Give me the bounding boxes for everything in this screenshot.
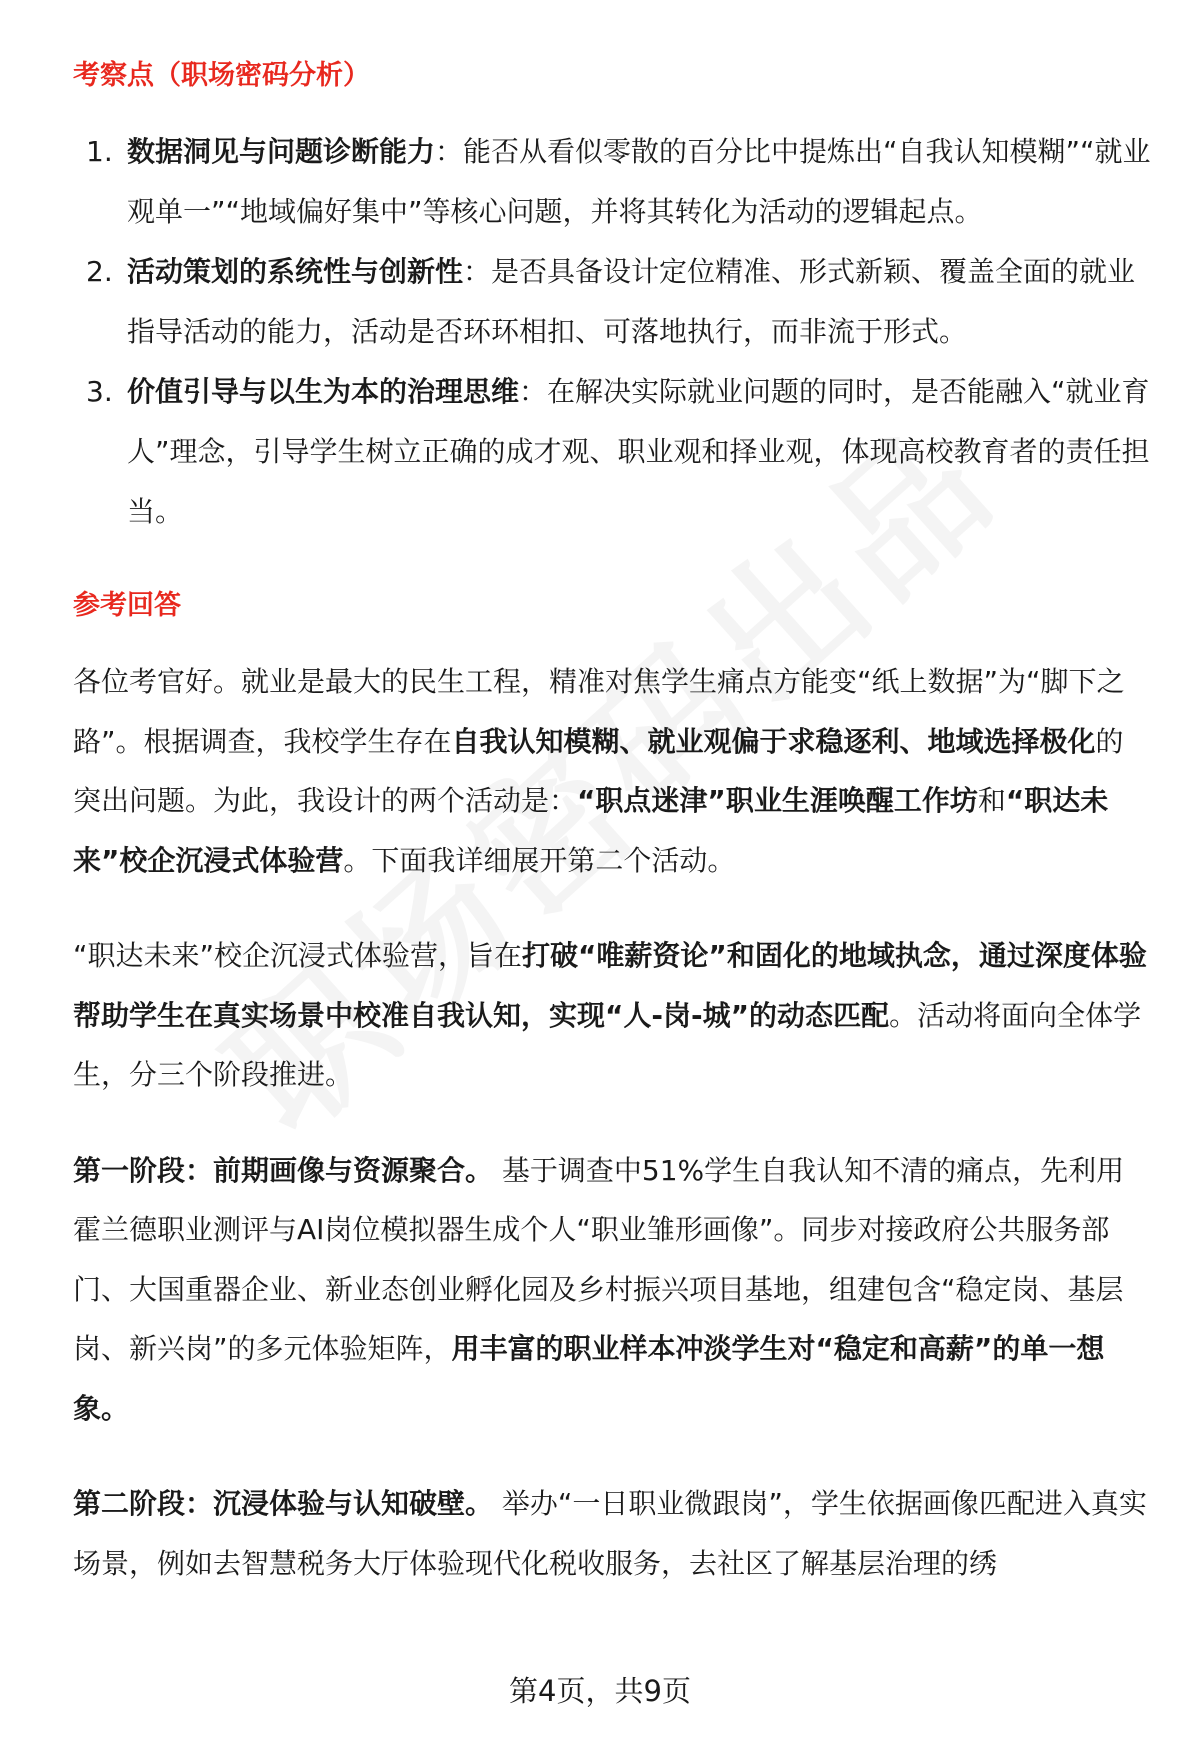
- point-heading: 活动策划的系统性与创新性: [127, 255, 464, 288]
- bold-run: 用丰富的职业样本冲淡学生对“稳定和高薪”的单一想象: [73, 1332, 1105, 1425]
- list-item: [73, 242, 1151, 362]
- text-run: 。下面我详细展开第二个活动。: [343, 843, 736, 877]
- section-title-exam-points: 考察点（职场密码分析）: [73, 60, 370, 91]
- list-number: 2.: [86, 255, 113, 288]
- list-number: 3.: [86, 375, 113, 408]
- paragraph-gap: [73, 1438, 1151, 1474]
- paragraph-stage-two: [73, 1474, 1151, 1593]
- bold-run: 。: [101, 1391, 130, 1425]
- point-text: ：能否从看似零散的百分比中提炼出“自我认知模糊”“就业观单一”“地域偏好集中”等核心问题，并将其转化为活动的逻辑起点。: [127, 135, 1151, 228]
- text-run: 和: [977, 784, 1006, 817]
- list-item: [73, 122, 1151, 242]
- bold-run: 打破“唯薪资论”和固化的地域执念，通过深度体验帮助学生在真实场景中校准自我认知，实现“人-岗-城”的动态匹配: [73, 939, 1147, 1032]
- paragraph-intro: [73, 652, 1151, 890]
- paragraph-camp-overview: [73, 926, 1151, 1105]
- section-title-reference-answer: 参考回答: [73, 590, 181, 621]
- bold-run: 自我认知模糊、就业观偏于求稳逐利、地域选择极化: [451, 724, 1096, 758]
- exam-points-list: [73, 122, 1151, 542]
- stage-heading: 第二阶段：沉浸体验与认知破壁。: [73, 1487, 494, 1520]
- point-text: ：是否具备设计定位精准、形式新颖、覆盖全面的就业指导活动的能力，活动是否环环相扣、可落地执行，而非流于形式。: [127, 255, 1136, 348]
- text-run: 的突出问题。为此，我设计的两个活动是：: [73, 724, 1124, 817]
- text-run: 。活动将面向全体学生，分三个阶段推进。: [73, 998, 1142, 1091]
- bold-run: “职达未来”校企沉浸式体验营: [73, 784, 1109, 877]
- point-heading: 数据洞见与问题诊断能力: [127, 135, 436, 168]
- list-number: 1.: [86, 135, 113, 168]
- point-heading: 价值引导与以生为本的治理思维: [127, 375, 520, 408]
- stage-heading: 第一阶段：前期画像与资源聚合。: [73, 1153, 494, 1187]
- paragraph-stage-one: [73, 1141, 1151, 1439]
- paragraph-gap: [73, 1105, 1151, 1141]
- point-text: ：在解决实际就业问题的同时，是否能融入“就业育人”理念，引导学生树立正确的成才观、职业观和择业观，体现高校教育者的责任担当。: [127, 375, 1150, 528]
- list-item: [73, 362, 1151, 542]
- page-number-footer: 第4页，共9页: [509, 1674, 691, 1708]
- page-content: [73, 56, 1151, 1593]
- paragraph-gap: [73, 890, 1151, 926]
- text-run: 基于调查中51%学生自我认知不清的痛点，先利用霍兰德职业测评与AI岗位模拟器生成个人“职业雏形画像”。同步对接政府公共服务部门、大国重器企业、新业态创业孵化园及乡村振兴项目基地，组建包含“稳定岗、基层岗、新兴岗”的多元体验矩阵，: [73, 1153, 1125, 1365]
- text-run: 举办“一日职业微跟岗”，学生依据画像匹配进入真实场景，例如去智慧税务大厅体验现代化税收服务，去社区了解基层治理的绣: [73, 1487, 1147, 1580]
- text-run: “职达未来”校企沉浸式体验营，旨在: [73, 939, 523, 972]
- bold-run: “职点迷津”职业生涯唤醒工作坊: [577, 784, 978, 817]
- text-run: 各位考官好。就业是最大的民生工程，精准对焦学生痛点方能变“纸上数据”为“脚下之路”。根据调查，我校学生存在: [73, 665, 1125, 758]
